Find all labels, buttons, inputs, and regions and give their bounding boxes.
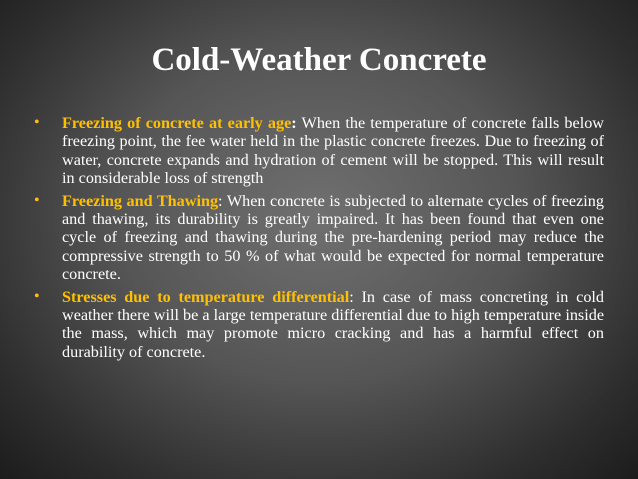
bullet-term: Freezing of concrete at early age: [62, 114, 292, 132]
bullet-dot-icon: •: [34, 114, 40, 131]
bullet-text: When the temperature of concrete falls below freezing point, the fee water held in the plastic concrete freezes. Due to freezing of water, concrete expands and hydration of cement will be stopped. This will result in considerable loss of strength: [62, 114, 604, 188]
bullet-dot-icon: •: [34, 287, 40, 305]
bullet-text: In case of mass concreting in cold weather there will be a large temperature differential due to high temperature inside the mass, which may promote micro cracking and has a harmful effect on durability of concrete.: [62, 287, 604, 361]
bullet-dot-icon: •: [34, 191, 40, 209]
bullet-term: Freezing and Thawing: [62, 191, 219, 210]
bullet-separator: :: [349, 287, 354, 306]
bullet-item-freezing-thawing: [30, 192, 604, 284]
bullet-separator: :: [218, 191, 223, 210]
bullet-item-freezing-early-age: [30, 114, 604, 188]
bullet-list: [30, 114, 604, 365]
bullet-item-temperature-differential: [30, 288, 604, 362]
bullet-text: When concrete is subjected to alternate cycles of freezing and thawing, its durability is greatly impaired. It has been found that even one cycle of freezing and thawing during the pre-hardening period may reduce the compressive strength to 50 % of what would be expected for normal temperature concrete.: [62, 191, 604, 284]
slide-title: Cold-Weather Concrete: [151, 42, 487, 78]
bullet-separator: :: [291, 114, 297, 132]
bullet-term: Stresses due to temperature differential: [62, 287, 350, 306]
